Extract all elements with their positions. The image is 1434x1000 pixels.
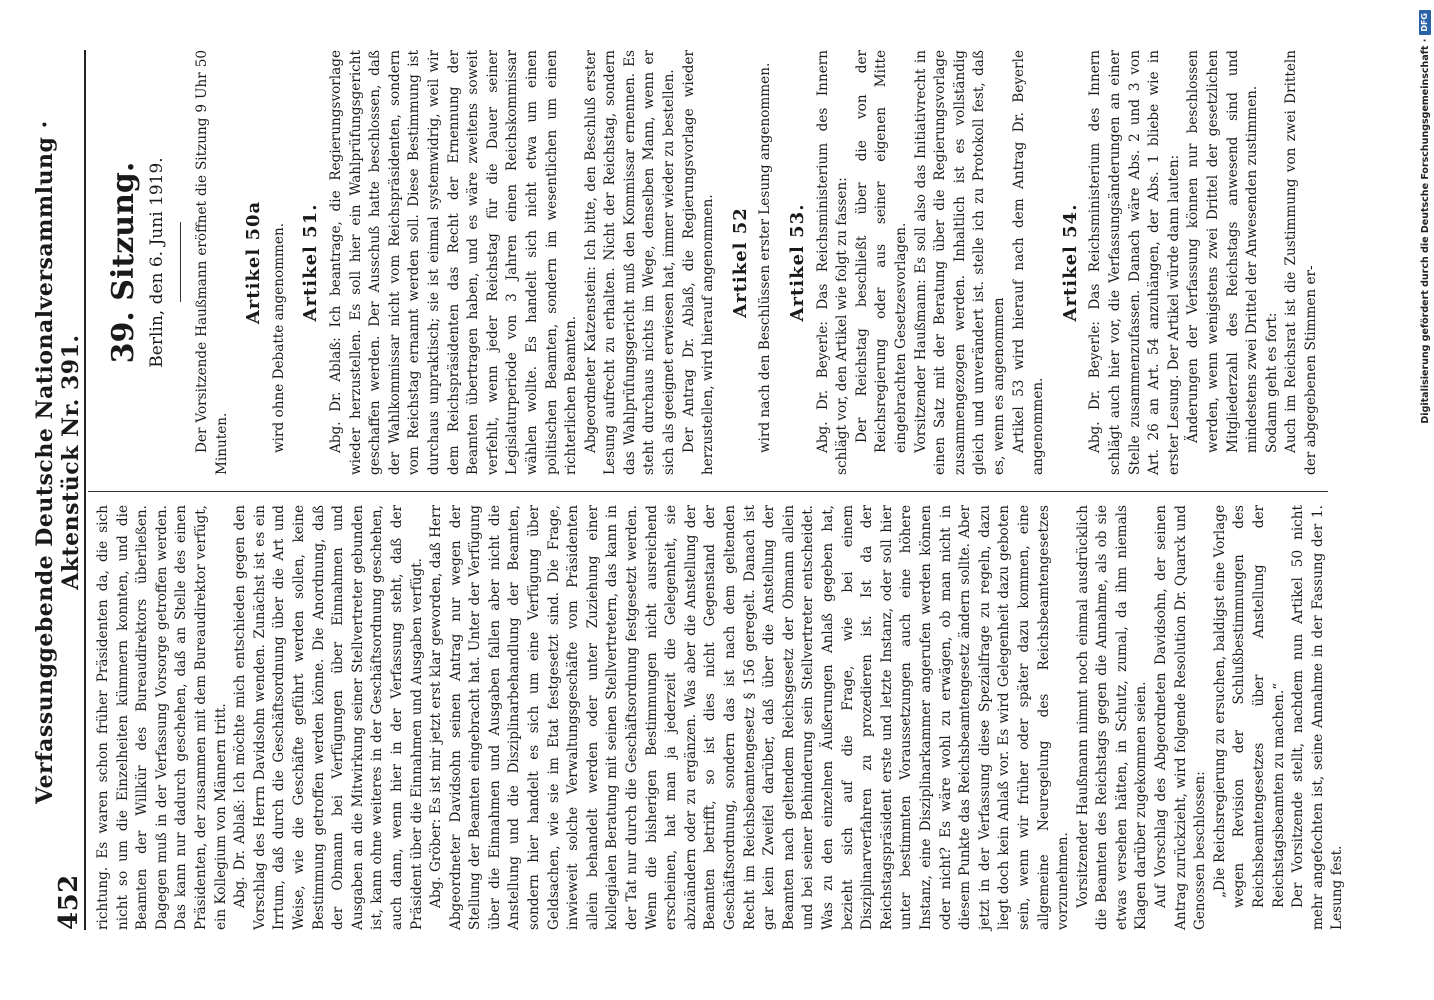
article-heading: Artikel 51. bbox=[300, 203, 322, 322]
article-heading: Artikel 53. bbox=[787, 203, 809, 322]
article-heading: Artikel 52 bbox=[729, 207, 751, 318]
paragraph: Abg. Dr. Ablaß: Ich möchte mich entschieden gegen den Vorschlag des Herrn Davidsohn wenden. Zunächst ist es ein Irrtum, daß durch die Geschäftsordnung über die Art und Weise, wie die Geschäfte geführt werden sollen, keine Bestimmung getroffen werden könne. Die Anordnung, daß der Obmann bei Verfügungen über Einnahmen und Ausgaben an die Mitwirkung seiner Stellvertreter gebunden ist, kann ohne weiteres in der Geschäftsordnung geschehen, auch dann, wenn hier in der Verfassung steht, daß der Präsident über die Einnahmen und Ausgaben verfügt. bbox=[232, 505, 425, 930]
paragraph: Der Vorsitzende stellt, nachdem nun Artikel 50 nicht mehr angefochten ist, seine Annahme in der Fassung der 1. Lesung fest. bbox=[1290, 505, 1346, 930]
column-divider bbox=[88, 491, 1328, 492]
article-heading: Artikel 54. bbox=[1059, 203, 1081, 322]
paragraph: Abg. Gröber: Es ist mir jetzt erst klar geworden, daß Herr Abgeordneter Davidsohn seinen Antrag nur wegen der Stellung der Beamten eingebracht hat. Unter der Verfügung über die Einnahmen und Ausgaben fallen aber nicht die Anstellung und die Disziplinarbehandlung der Beamten, sondern hier handelt es sich um eine Verfügung über Geldsachen, wie sie im Etat festgesetzt sind. Die Frage, inwieweit solche Verwaltungsgeschäfte vom Präsidenten allein behandelt werden oder unter Zuziehung einer kollegialen Beratung mit seinen Stellvertretern, das kann in der Tat nur durch die Geschäftsordnung festgesetzt werden. Wenn die bisherigen Bestimmungen nicht ausreichend erscheinen, hat man ja jederzeit die Gelegenheit, sie abzuändern oder zu ergänzen. Was aber die Anstellung der Beamten betrifft, so ist dies nicht Gegenstand der Geschäftsordnung, sondern das ist nach dem geltenden Recht im Reichsbeamtengesetz § 156 geregelt. Danach ist gar kein Zweifel darüber, daß über die Anstellung der Beamten nach geltendem Reichsgesetz der Obmann allein und bei seiner Behinderung sein Stellvertreter entscheidet. Was zu den einzelnen Äußerungen Anlaß gegeben hat, bezieht sich auf die Frage, wie bei einem Disziplinarverfahren zu prozedieren ist. Ist da der Reichstagspräsident erste und letzte Instanz, oder soll hier unter bestimmten Voraussetzungen auch eine höhere Instanz, eine Disziplinarkammer angerufen werden können oder nicht? Es wäre wohl zu erwägen, ob man nicht in diesem Punkte das Reichsbeamtengesetz ändern sollte. Aber jetzt in der Verfassung diese Spezialfrage zu regeln, dazu liegt doch kein Anlaß vor. Es wird Gelegenheit dazu geboten sein, wenn wir früher oder später dazu kommen, eine allgemeine Neuregelung des Reichsbeamtengesetzes vorzunehmen. bbox=[428, 505, 1072, 930]
paragraph: wird nach den Beschlüssen erster Lesung angenommen. bbox=[757, 62, 774, 453]
running-head bbox=[32, 50, 86, 930]
paragraph: Vorsitzender Haußmann: Es soll also das Initiativrecht in einen Satz mit der Beratung über die Regierungsvorlage zusammengezogen werden. Inhaltlich ist es vollständig gleich und unverändert ist. stelle ich zu Protokoll fest, daß es, wenn es angenommen bbox=[912, 50, 1007, 475]
left-column bbox=[94, 505, 1348, 930]
paragraph: Artikel 53 wird hierauf nach dem Antrag Dr. Beyerle angenommen. bbox=[1010, 50, 1047, 475]
paragraph: Der Antrag Dr. Ablaß, die Regierungsvorlage wieder herzustellen, wird hierauf angenommen. bbox=[680, 50, 717, 475]
article-heading: Artikel 50a bbox=[243, 200, 265, 325]
resolution-quote: „Die Reichsregierung zu ersuchen, baldigst eine Vorlage wegen Revision der Schlußbestimmungen des Reichsbeamtengesetzes über Anstellung der Reichstagsbeamten zu machen.“ bbox=[1211, 505, 1287, 908]
paragraph: Auf Vorschlag des Abgeordneten Davidsohn, der seinen Antrag zurückzieht, wird folgende Resolution Dr. Quarck und Genossen beschlossen: bbox=[1153, 505, 1209, 930]
paragraph: Abg. Dr. Beyerle: Das Reichsministerium des Innern schlägt auch hier vor, die Verfassungsänderungen an einer Stelle zusammenzufassen. Danach wäre Abs. 2 und 3 von Art. 26 an Art. 54 anzuhängen, der Abs. 1 bliebe wie in erster Lesung. Der Artikel würde dann lauten: bbox=[1087, 50, 1182, 475]
digitization-credit bbox=[1418, 10, 1432, 990]
quoted-text: Änderungen der Verfassung können nur beschlossen werden, wenn wenigstens zwei Drittel der gesetzlichen Mitgliederzahl des Reichstags anwesend sind und mindestens zwei Drittel der Anwesenden zustimmen. bbox=[1185, 50, 1261, 453]
publication-title: Verfassunggebende Deutsche Nationalversammlung · Aktenstück Nr. 391. bbox=[32, 120, 84, 804]
page-number: 452 bbox=[54, 874, 84, 930]
quoted-text: Der Reichstag beschließt über die von der Reichsregierung oder aus seiner eigenen Mitte eingebrachten Gesetzesvorlagen. bbox=[853, 50, 909, 453]
session-date: Berlin, den 6. Juni 1919. bbox=[147, 157, 167, 368]
paragraph: Der Vorsitzende Haußmann eröffnet die Sitzung 9 Uhr 50 Minuten. bbox=[194, 50, 230, 475]
session-title: 39. Sitzung. bbox=[106, 161, 141, 364]
paragraph: richtung. Es waren schon früher Präsidenten da, die sich nicht so um die Einzelheiten kümmern konnten, und die Beamten der Willkür des Bureaudirektors überließen. Dagegen muß in der Verfassung Vorsorge getroffen werden. Das kann nur dadurch geschehen, daß an Stelle des einen Präsidenten, der zusammen mit dem Bureaudirektor verfügt, ein Kollegium von Männern tritt. bbox=[95, 505, 229, 930]
paragraph: Abg. Dr. Ablaß: Ich beantrage, die Regierungsvorlage wieder herzustellen. Es soll hier ein Wahlprüfungsgericht geschaffen werden. Der Ausschuß hatte beschlossen, daß der Wahlkommissar nicht vom Reichspräsidenten, sondern vom Reichstag ernannt werden soll. Diese Bestimmung ist durchaus unpraktisch; sie ist einmal systemwidrig, weil wir dem Reichspräsidenten das Recht der Ernennung der Beamten übertragen haben, und es wäre zweitens soweit verfehlt, wenn jeder Reichstag für die Dauer seiner Legislaturperiode von 3 Jahren einen Reichskommissar wählen wollte. Es handelt sich nicht etwa um einen politischen Beamten, sondern im wesentlichen um einen richterlichen Beamten. bbox=[327, 50, 580, 475]
credit-text: Digitalisierung gefördert durch die Deutsche Forschungsgemeinschaft · bbox=[1419, 38, 1431, 424]
paragraph: Auch im Reichsrat ist die Zustimmung von zwei Dritteln der abgegebenen Stimmen er- bbox=[1283, 50, 1319, 475]
paragraph: Vorsitzender Haußmann nimmt noch einmal ausdrücklich die Beamten des Reichstags gegen die Annahme, als ob sie etwas versehen hätten, in Schutz, zumal, da ihm niemals Klagen darüber zugekommen seien. bbox=[1074, 505, 1150, 930]
paragraph: wird ohne Debatte angenommen. bbox=[270, 222, 287, 453]
page-content bbox=[32, 50, 1346, 930]
short-rule bbox=[180, 223, 181, 303]
paragraph: Abgeordneter Katzenstein: Ich bitte, den Beschluß erster Lesung aufrecht zu erhalten. Nicht der Reichstag, sondern das Wahlprüfungsgericht muß den Kommissar ernennen. Es steht durchaus nichts im Wege, denselben Mann, wenn er sich als geeignet erwiesen hat, immer wieder zu bestellen. bbox=[582, 50, 678, 475]
right-column bbox=[94, 50, 1321, 475]
paragraph: Abg. Dr. Beyerle: Das Reichsministerium des Innern schlägt vor, den Artikel wie folgt zu fassen: bbox=[814, 50, 851, 475]
dfg-logo: DFG bbox=[1419, 10, 1431, 35]
paragraph: Sodann geht es fort: bbox=[1263, 312, 1280, 453]
